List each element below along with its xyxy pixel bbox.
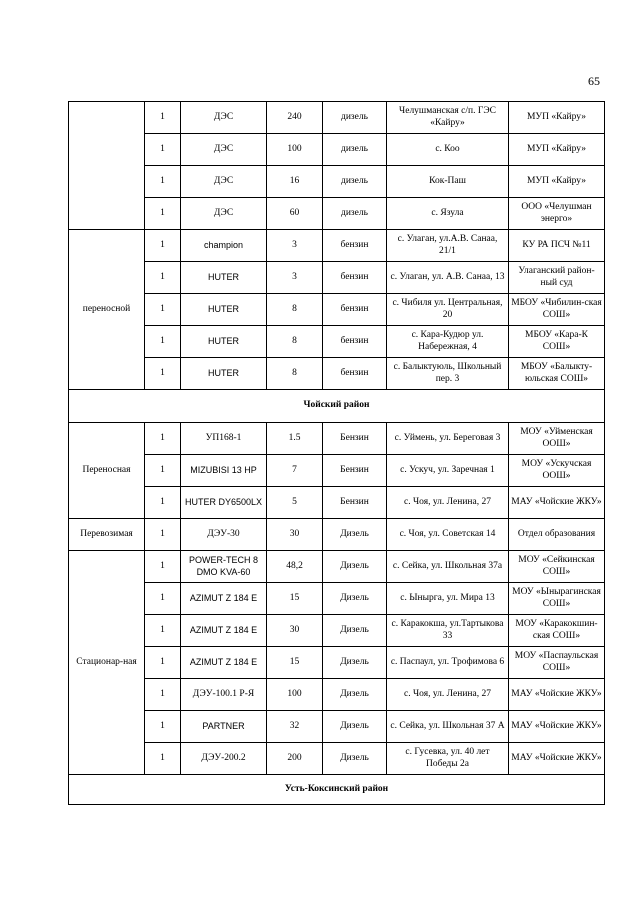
district-header-row — [69, 775, 605, 805]
power-cell: 3 — [267, 262, 323, 294]
power-cell: 8 — [267, 294, 323, 326]
qty-cell: 1 — [145, 262, 181, 294]
name-cell: HUTER — [181, 358, 267, 390]
qty-cell: 1 — [145, 166, 181, 198]
location-cell: с. Балыктуюль, Школьный пер. 3 — [387, 358, 509, 390]
fuel-cell: Дизель — [323, 711, 387, 743]
location-cell: с. Сейка, ул. Школьная 37а — [387, 551, 509, 583]
name-cell: AZIMUT Z 184 E — [181, 615, 267, 647]
table-row — [69, 711, 605, 743]
fuel-cell: Дизель — [323, 647, 387, 679]
table-row — [69, 647, 605, 679]
location-cell: с. Ынырга, ул. Мира 13 — [387, 583, 509, 615]
location-cell: с. Сейка, ул. Школьная 37 А — [387, 711, 509, 743]
table-row — [69, 326, 605, 358]
power-cell: 30 — [267, 519, 323, 551]
power-cell: 1.5 — [267, 423, 323, 455]
owner-cell: МОУ «Каракокшин-ская СОШ» — [509, 615, 605, 647]
name-cell: AZIMUT Z 184 E — [181, 583, 267, 615]
fuel-cell: бензин — [323, 294, 387, 326]
owner-cell: МАУ «Чойские ЖКУ» — [509, 487, 605, 519]
owner-cell: МОУ «Сейкинская СОШ» — [509, 551, 605, 583]
table-row — [69, 519, 605, 551]
fuel-cell: Дизель — [323, 583, 387, 615]
fuel-cell: дизель — [323, 134, 387, 166]
location-cell: с. Уймень, ул. Береговая 3 — [387, 423, 509, 455]
qty-cell: 1 — [145, 102, 181, 134]
qty-cell: 1 — [145, 583, 181, 615]
fuel-cell: Дизель — [323, 551, 387, 583]
fuel-cell: дизель — [323, 102, 387, 134]
table-row — [69, 102, 605, 134]
name-cell: HUTER — [181, 262, 267, 294]
table-row — [69, 358, 605, 390]
owner-cell: МАУ «Чойские ЖКУ» — [509, 711, 605, 743]
qty-cell: 1 — [145, 198, 181, 230]
qty-cell: 1 — [145, 615, 181, 647]
location-cell: с. Коо — [387, 134, 509, 166]
table-row — [69, 487, 605, 519]
qty-cell: 1 — [145, 647, 181, 679]
fuel-cell: Бензин — [323, 423, 387, 455]
power-cell: 48,2 — [267, 551, 323, 583]
fuel-cell: Дизель — [323, 743, 387, 775]
location-cell: с. Чоя, ул. Ленина, 27 — [387, 487, 509, 519]
owner-cell: МАУ «Чойские ЖКУ» — [509, 679, 605, 711]
power-cell: 100 — [267, 679, 323, 711]
location-cell: с. Чибиля ул. Центральная, 20 — [387, 294, 509, 326]
owner-cell: ООО «Челушман энерго» — [509, 198, 605, 230]
owner-cell: МУП «Кайру» — [509, 102, 605, 134]
name-cell: champion — [181, 230, 267, 262]
location-cell: с. Чоя, ул. Ленина, 27 — [387, 679, 509, 711]
name-cell: HUTER — [181, 326, 267, 358]
owner-cell: МБОУ «Балыкту-юльская СОШ» — [509, 358, 605, 390]
location-cell: с. Улаган, ул. А.В. Санаа, 13 — [387, 262, 509, 294]
table-row — [69, 423, 605, 455]
name-cell: ДЭС — [181, 198, 267, 230]
fuel-cell: дизель — [323, 166, 387, 198]
fuel-cell: Бензин — [323, 487, 387, 519]
name-cell: ДЭС — [181, 166, 267, 198]
fuel-cell: бензин — [323, 230, 387, 262]
location-cell: с. Улаган, ул.А.В. Санаа, 21/1 — [387, 230, 509, 262]
name-cell: ДЭУ-100.1 Р-Я — [181, 679, 267, 711]
owner-cell: МУП «Кайру» — [509, 166, 605, 198]
fuel-cell: Дизель — [323, 615, 387, 647]
table-row — [69, 294, 605, 326]
qty-cell: 1 — [145, 679, 181, 711]
type-cell — [69, 102, 145, 230]
fuel-cell: Бензин — [323, 455, 387, 487]
location-cell: с. Кара-Кудюр ул. Набережная, 4 — [387, 326, 509, 358]
name-cell: POWER-TECH 8 DMO KVA-60 — [181, 551, 267, 583]
table-row — [69, 134, 605, 166]
district-header: Чойский район — [69, 390, 605, 423]
table-row — [69, 230, 605, 262]
power-cell: 7 — [267, 455, 323, 487]
location-cell: с. Ускуч, ул. Заречная 1 — [387, 455, 509, 487]
table-row — [69, 455, 605, 487]
qty-cell: 1 — [145, 358, 181, 390]
name-cell: ДЭУ-200.2 — [181, 743, 267, 775]
name-cell: HUTER — [181, 294, 267, 326]
power-cell: 15 — [267, 583, 323, 615]
power-cell: 5 — [267, 487, 323, 519]
name-cell: AZIMUT Z 184 E — [181, 647, 267, 679]
fuel-cell: дизель — [323, 198, 387, 230]
power-cell: 100 — [267, 134, 323, 166]
district-header-row — [69, 390, 605, 423]
owner-cell: МОУ «Уйменская ООШ» — [509, 423, 605, 455]
table-row — [69, 679, 605, 711]
table-row — [69, 198, 605, 230]
qty-cell: 1 — [145, 230, 181, 262]
power-cell: 200 — [267, 743, 323, 775]
owner-cell: Улаганский район-ный суд — [509, 262, 605, 294]
power-cell: 30 — [267, 615, 323, 647]
owner-cell: МБОУ «Кара-К СОШ» — [509, 326, 605, 358]
name-cell: MIZUBISI 13 HP — [181, 455, 267, 487]
location-cell: с. Каракокша, ул.Тартыкова 33 — [387, 615, 509, 647]
location-cell: Кок-Паш — [387, 166, 509, 198]
qty-cell: 1 — [145, 294, 181, 326]
location-cell: Челушманская с/п. ГЭС «Кайру» — [387, 102, 509, 134]
fuel-cell: бензин — [323, 358, 387, 390]
name-cell: ДЭС — [181, 102, 267, 134]
name-cell: ДЭУ-30 — [181, 519, 267, 551]
owner-cell: МОУ «Ускучская ООШ» — [509, 455, 605, 487]
power-cell: 3 — [267, 230, 323, 262]
power-cell: 60 — [267, 198, 323, 230]
qty-cell: 1 — [145, 326, 181, 358]
owner-cell: КУ РА ПСЧ №11 — [509, 230, 605, 262]
table-row — [69, 166, 605, 198]
qty-cell: 1 — [145, 551, 181, 583]
power-cell: 16 — [267, 166, 323, 198]
page-number: 65 — [588, 74, 600, 88]
table-row — [69, 743, 605, 775]
power-cell: 15 — [267, 647, 323, 679]
fuel-cell: Дизель — [323, 679, 387, 711]
owner-cell: МУП «Кайру» — [509, 134, 605, 166]
qty-cell: 1 — [145, 711, 181, 743]
name-cell: УП168-1 — [181, 423, 267, 455]
qty-cell: 1 — [145, 455, 181, 487]
qty-cell: 1 — [145, 743, 181, 775]
table-row — [69, 615, 605, 647]
power-cell: 8 — [267, 358, 323, 390]
qty-cell: 1 — [145, 423, 181, 455]
qty-cell: 1 — [145, 519, 181, 551]
fuel-cell: Дизель — [323, 519, 387, 551]
power-cell: 8 — [267, 326, 323, 358]
name-cell: ДЭС — [181, 134, 267, 166]
type-cell: переносной — [69, 230, 145, 390]
qty-cell: 1 — [145, 487, 181, 519]
name-cell: HUTER DY6500LX — [181, 487, 267, 519]
owner-cell: МБОУ «Чибилин-ская СОШ» — [509, 294, 605, 326]
location-cell: с. Гусевка, ул. 40 лет Победы 2а — [387, 743, 509, 775]
location-cell: с. Язула — [387, 198, 509, 230]
owner-cell: МОУ «Ынырагинская СОШ» — [509, 583, 605, 615]
table-row — [69, 551, 605, 583]
fuel-cell: бензин — [323, 262, 387, 294]
owner-cell: Отдел образования — [509, 519, 605, 551]
power-cell: 240 — [267, 102, 323, 134]
location-cell: с. Чоя, ул. Советская 14 — [387, 519, 509, 551]
type-cell: Перевозимая — [69, 519, 145, 551]
table-row — [69, 262, 605, 294]
type-cell: Переносная — [69, 423, 145, 519]
generators-table — [68, 101, 605, 805]
qty-cell: 1 — [145, 134, 181, 166]
type-cell: Стационар-ная — [69, 551, 145, 775]
owner-cell: МОУ «Паспаульская СОШ» — [509, 647, 605, 679]
name-cell: PARTNER — [181, 711, 267, 743]
location-cell: с. Паспаул, ул. Трофимова 6 — [387, 647, 509, 679]
owner-cell: МАУ «Чойские ЖКУ» — [509, 743, 605, 775]
fuel-cell: бензин — [323, 326, 387, 358]
table-row — [69, 583, 605, 615]
power-cell: 32 — [267, 711, 323, 743]
district-header: Усть-Коксинский район — [69, 775, 605, 805]
